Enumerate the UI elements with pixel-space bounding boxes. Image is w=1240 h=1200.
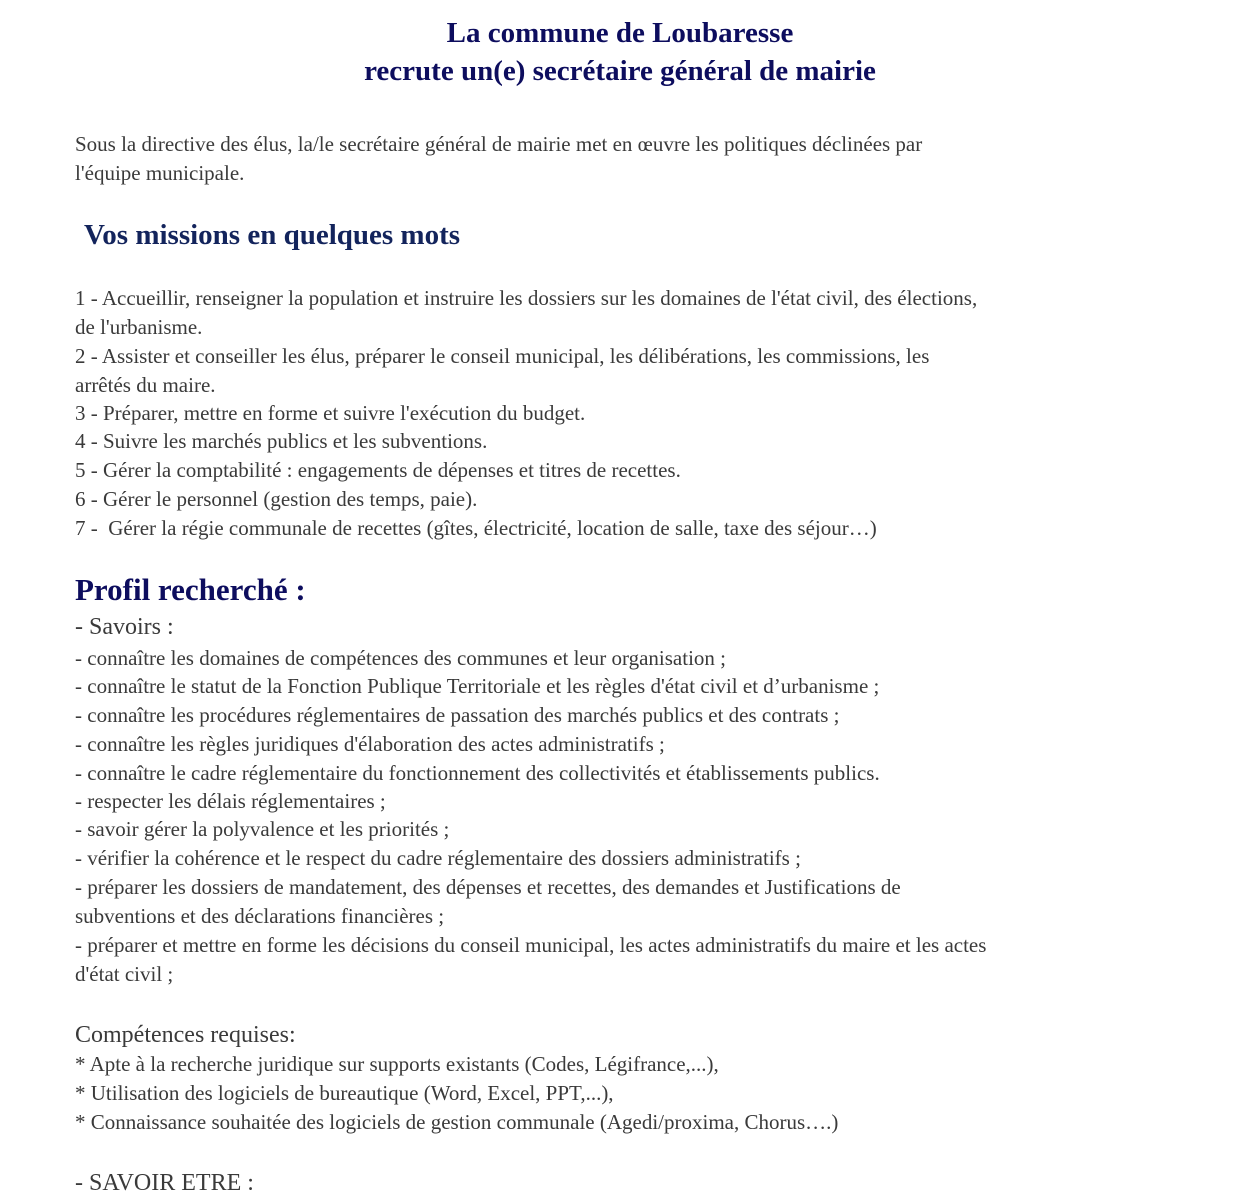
savoir-item: - préparer et mettre en forme les décisions du conseil municipal, les actes administratifs du maire et les actes [75, 933, 987, 957]
savoir-item: - connaître les procédures réglementaires de passation des marchés publics et des contrats ; [75, 703, 840, 727]
competence-item: * Apte à la recherche juridique sur supports existants (Codes, Légifrance,...), [75, 1052, 719, 1076]
mission-item: 7 - Gérer la régie communale de recettes (gîtes, électricité, location de salle, taxe des séjour…) [75, 516, 877, 540]
mission-item-continued: arrêtés du maire. [75, 373, 216, 397]
savoirs-label: - Savoirs : [75, 614, 174, 640]
savoir-item: - respecter les délais réglementaires ; [75, 789, 386, 813]
mission-item: 2 - Assister et conseiller les élus, préparer le conseil municipal, les délibérations, les commissions, les [75, 344, 930, 368]
competences-label: Compétences requises: [75, 1022, 296, 1048]
intro-text-line-1: Sous la directive des élus, la/le secrétaire général de mairie met en œuvre les politiques déclinées par [75, 132, 923, 156]
mission-item-continued: de l'urbanisme. [75, 315, 203, 339]
mission-item: 6 - Gérer le personnel (gestion des temps, paie). [75, 487, 478, 511]
savoir-item: - connaître le statut de la Fonction Publique Territoriale et les règles d'état civil et d’urbanisme ; [75, 674, 880, 698]
mission-item: 3 - Préparer, mettre en forme et suivre l'exécution du budget. [75, 401, 586, 425]
savoir-item: - préparer les dossiers de mandatement, des dépenses et recettes, des demandes et Justifications de [75, 875, 901, 899]
mission-item: 1 - Accueillir, renseigner la population et instruire les dossiers sur les domaines de l'état civil, des élections, [75, 286, 978, 310]
mission-item: 4 - Suivre les marchés publics et les subventions. [75, 429, 488, 453]
intro-text-line-2: l'équipe municipale. [75, 161, 245, 185]
profil-heading: Profil recherché : [75, 572, 306, 607]
competence-item: * Utilisation des logiciels de bureautique (Word, Excel, PPT,...), [75, 1081, 614, 1105]
savoir-item: - connaître les domaines de compétences des communes et leur organisation ; [75, 646, 726, 670]
savoir-item: - connaître les règles juridiques d'élaboration des actes administratifs ; [75, 732, 665, 756]
mission-item: 5 - Gérer la comptabilité : engagements de dépenses et titres de recettes. [75, 458, 681, 482]
document-title-line-1: La commune de Loubaresse [446, 17, 794, 49]
document-title-line-2: recrute un(e) secrétaire général de mairie [364, 55, 876, 87]
savoir-item-continued: subventions et des déclarations financières ; [75, 904, 445, 928]
savoir-item: - savoir gérer la polyvalence et les priorités ; [75, 817, 450, 841]
savoir-etre-label: - SAVOIR ETRE : [75, 1170, 254, 1196]
missions-heading: Vos missions en quelques mots [84, 219, 461, 251]
savoir-item: - vérifier la cohérence et le respect du cadre réglementaire des dossiers administratifs ; [75, 846, 801, 870]
competence-item: * Connaissance souhaitée des logiciels de gestion communale (Agedi/proxima, Chorus….) [75, 1110, 839, 1134]
savoir-item-continued: d'état civil ; [75, 962, 174, 986]
savoir-item: - connaître le cadre réglementaire du fonctionnement des collectivités et établissements publics. [75, 761, 880, 785]
